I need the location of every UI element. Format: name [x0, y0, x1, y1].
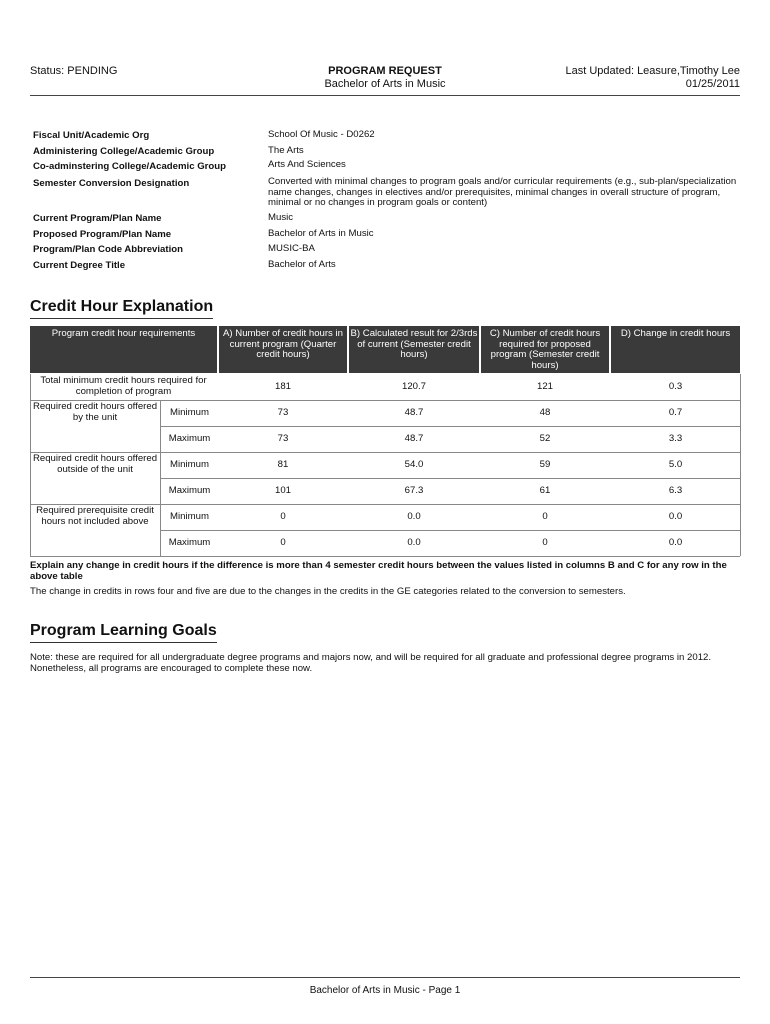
info-value: Converted with minimal changes to program goals and/or curricular requirements (e.g., sub-plan/specialization name changes, changes in electives and/or prerequisites, minimal changes in overall structure of program, minimal or no changes in program goals or content) [268, 176, 737, 208]
table-cell: 0.0 [668, 536, 683, 548]
info-value: Bachelor of Arts [268, 259, 336, 270]
table-header: B) Calculated result for 2/3rds of current (Semester credit hours) [349, 326, 479, 373]
table-header: C) Number of credit hours required for proposed program (Semester credit hours) [481, 326, 609, 373]
explain-prompt: Explain any change in credit hours if the difference is more than 4 semester credit hours between the values listed in columns B and C for any row in the above table [30, 560, 727, 582]
table-cell: 101 [274, 484, 291, 496]
table-cell: 59 [539, 458, 551, 470]
table-cell: 81 [277, 458, 289, 470]
info-label: Proposed Program/Plan Name [33, 229, 172, 240]
explain-text: The change in credits in rows four and five are due to the changes in the credits in the GE categories related to the conversion to semesters. [30, 586, 626, 597]
footer-divider [30, 977, 740, 978]
table-rule [30, 400, 740, 401]
table-cell: 0.0 [668, 510, 683, 522]
page-subtitle: Bachelor of Arts in Music [324, 78, 446, 90]
table-rule [30, 374, 31, 556]
info-label: Fiscal Unit/Academic Org [33, 130, 150, 141]
table-cell: 0 [542, 510, 548, 522]
info-value: MUSIC-BA [268, 243, 315, 254]
learning-goals-note: Note: these are required for all undergraduate degree programs and majors now, and will be required for all graduate and professional degree programs in 2012. Nonetheless, all programs are encouraged to complete these now. [30, 652, 712, 674]
table-cell: 6.3 [668, 484, 683, 496]
table-cell: 120.7 [401, 380, 426, 392]
table-cell: 0.0 [407, 510, 421, 522]
status-text: Status: PENDING [30, 65, 118, 77]
sub-label: Maximum [168, 536, 211, 548]
table-cell: 5.0 [668, 458, 683, 470]
table-cell: 54.0 [404, 458, 424, 470]
table-cell: 0 [280, 510, 286, 522]
table-rule [160, 400, 161, 556]
table-header: Program credit hour requirements [30, 326, 217, 373]
table-rule [160, 426, 740, 427]
table-cell: 0 [280, 536, 286, 548]
table-cell: 0.3 [668, 380, 683, 392]
info-label: Semester Conversion Designation [33, 178, 190, 189]
table-cell: 61 [539, 484, 551, 496]
credit-hour-section-title: Credit Hour Explanation [30, 298, 213, 319]
table-cell: 0 [542, 536, 548, 548]
header-divider [30, 95, 740, 96]
page-title: PROGRAM REQUEST [328, 65, 442, 77]
row-label: Required credit hours offered outside of the unit [32, 453, 158, 475]
table-cell: 73 [277, 432, 289, 444]
table-cell: 3.3 [668, 432, 683, 444]
table-cell: 73 [277, 406, 289, 418]
table-rule [160, 530, 740, 531]
info-label: Current Program/Plan Name [33, 213, 162, 224]
table-cell: 0.7 [668, 406, 683, 418]
table-rule [30, 556, 740, 557]
table-cell: 181 [274, 380, 291, 392]
page-footer: Bachelor of Arts in Music - Page 1 [309, 985, 461, 996]
info-value: Music [268, 212, 294, 223]
table-cell: 0.0 [407, 536, 421, 548]
table-rule [740, 374, 741, 556]
table-cell: 48 [539, 406, 551, 418]
last-updated-date: 01/25/2011 [685, 78, 740, 90]
info-label: Current Degree Title [33, 260, 126, 271]
info-value: Arts And Sciences [268, 159, 346, 170]
last-updated-by: Last Updated: Leasure,Timothy Lee [565, 65, 740, 77]
table-cell: 48.7 [404, 406, 424, 418]
row-label: Required credit hours offered by the unit [32, 401, 158, 423]
sub-label: Maximum [168, 484, 211, 496]
table-rule [160, 478, 740, 479]
info-label: Administering College/Academic Group [33, 146, 215, 157]
info-value: Bachelor of Arts in Music [268, 228, 374, 239]
row-label: Total minimum credit hours required for completion of program [40, 375, 207, 397]
table-cell: 48.7 [404, 432, 424, 444]
table-rule [30, 504, 740, 505]
table-header: A) Number of credit hours in current program (Quarter credit hours) [219, 326, 347, 373]
row-label: Required prerequisite credit hours not included above [36, 505, 154, 527]
table-cell: 52 [539, 432, 551, 444]
table-header: D) Change in credit hours [611, 326, 740, 373]
sub-label: Minimum [170, 510, 209, 522]
sub-label: Minimum [170, 406, 209, 418]
sub-label: Maximum [168, 432, 211, 444]
table-rule [30, 452, 740, 453]
learning-goals-title: Program Learning Goals [30, 622, 217, 643]
info-label: Co-adminstering College/Academic Group [33, 161, 226, 172]
table-cell: 67.3 [404, 484, 424, 496]
table-cell: 121 [536, 380, 553, 392]
info-value: School Of Music - D0262 [268, 129, 375, 140]
info-label: Program/Plan Code Abbreviation [33, 244, 183, 255]
sub-label: Minimum [170, 458, 209, 470]
info-value: The Arts [268, 145, 304, 156]
